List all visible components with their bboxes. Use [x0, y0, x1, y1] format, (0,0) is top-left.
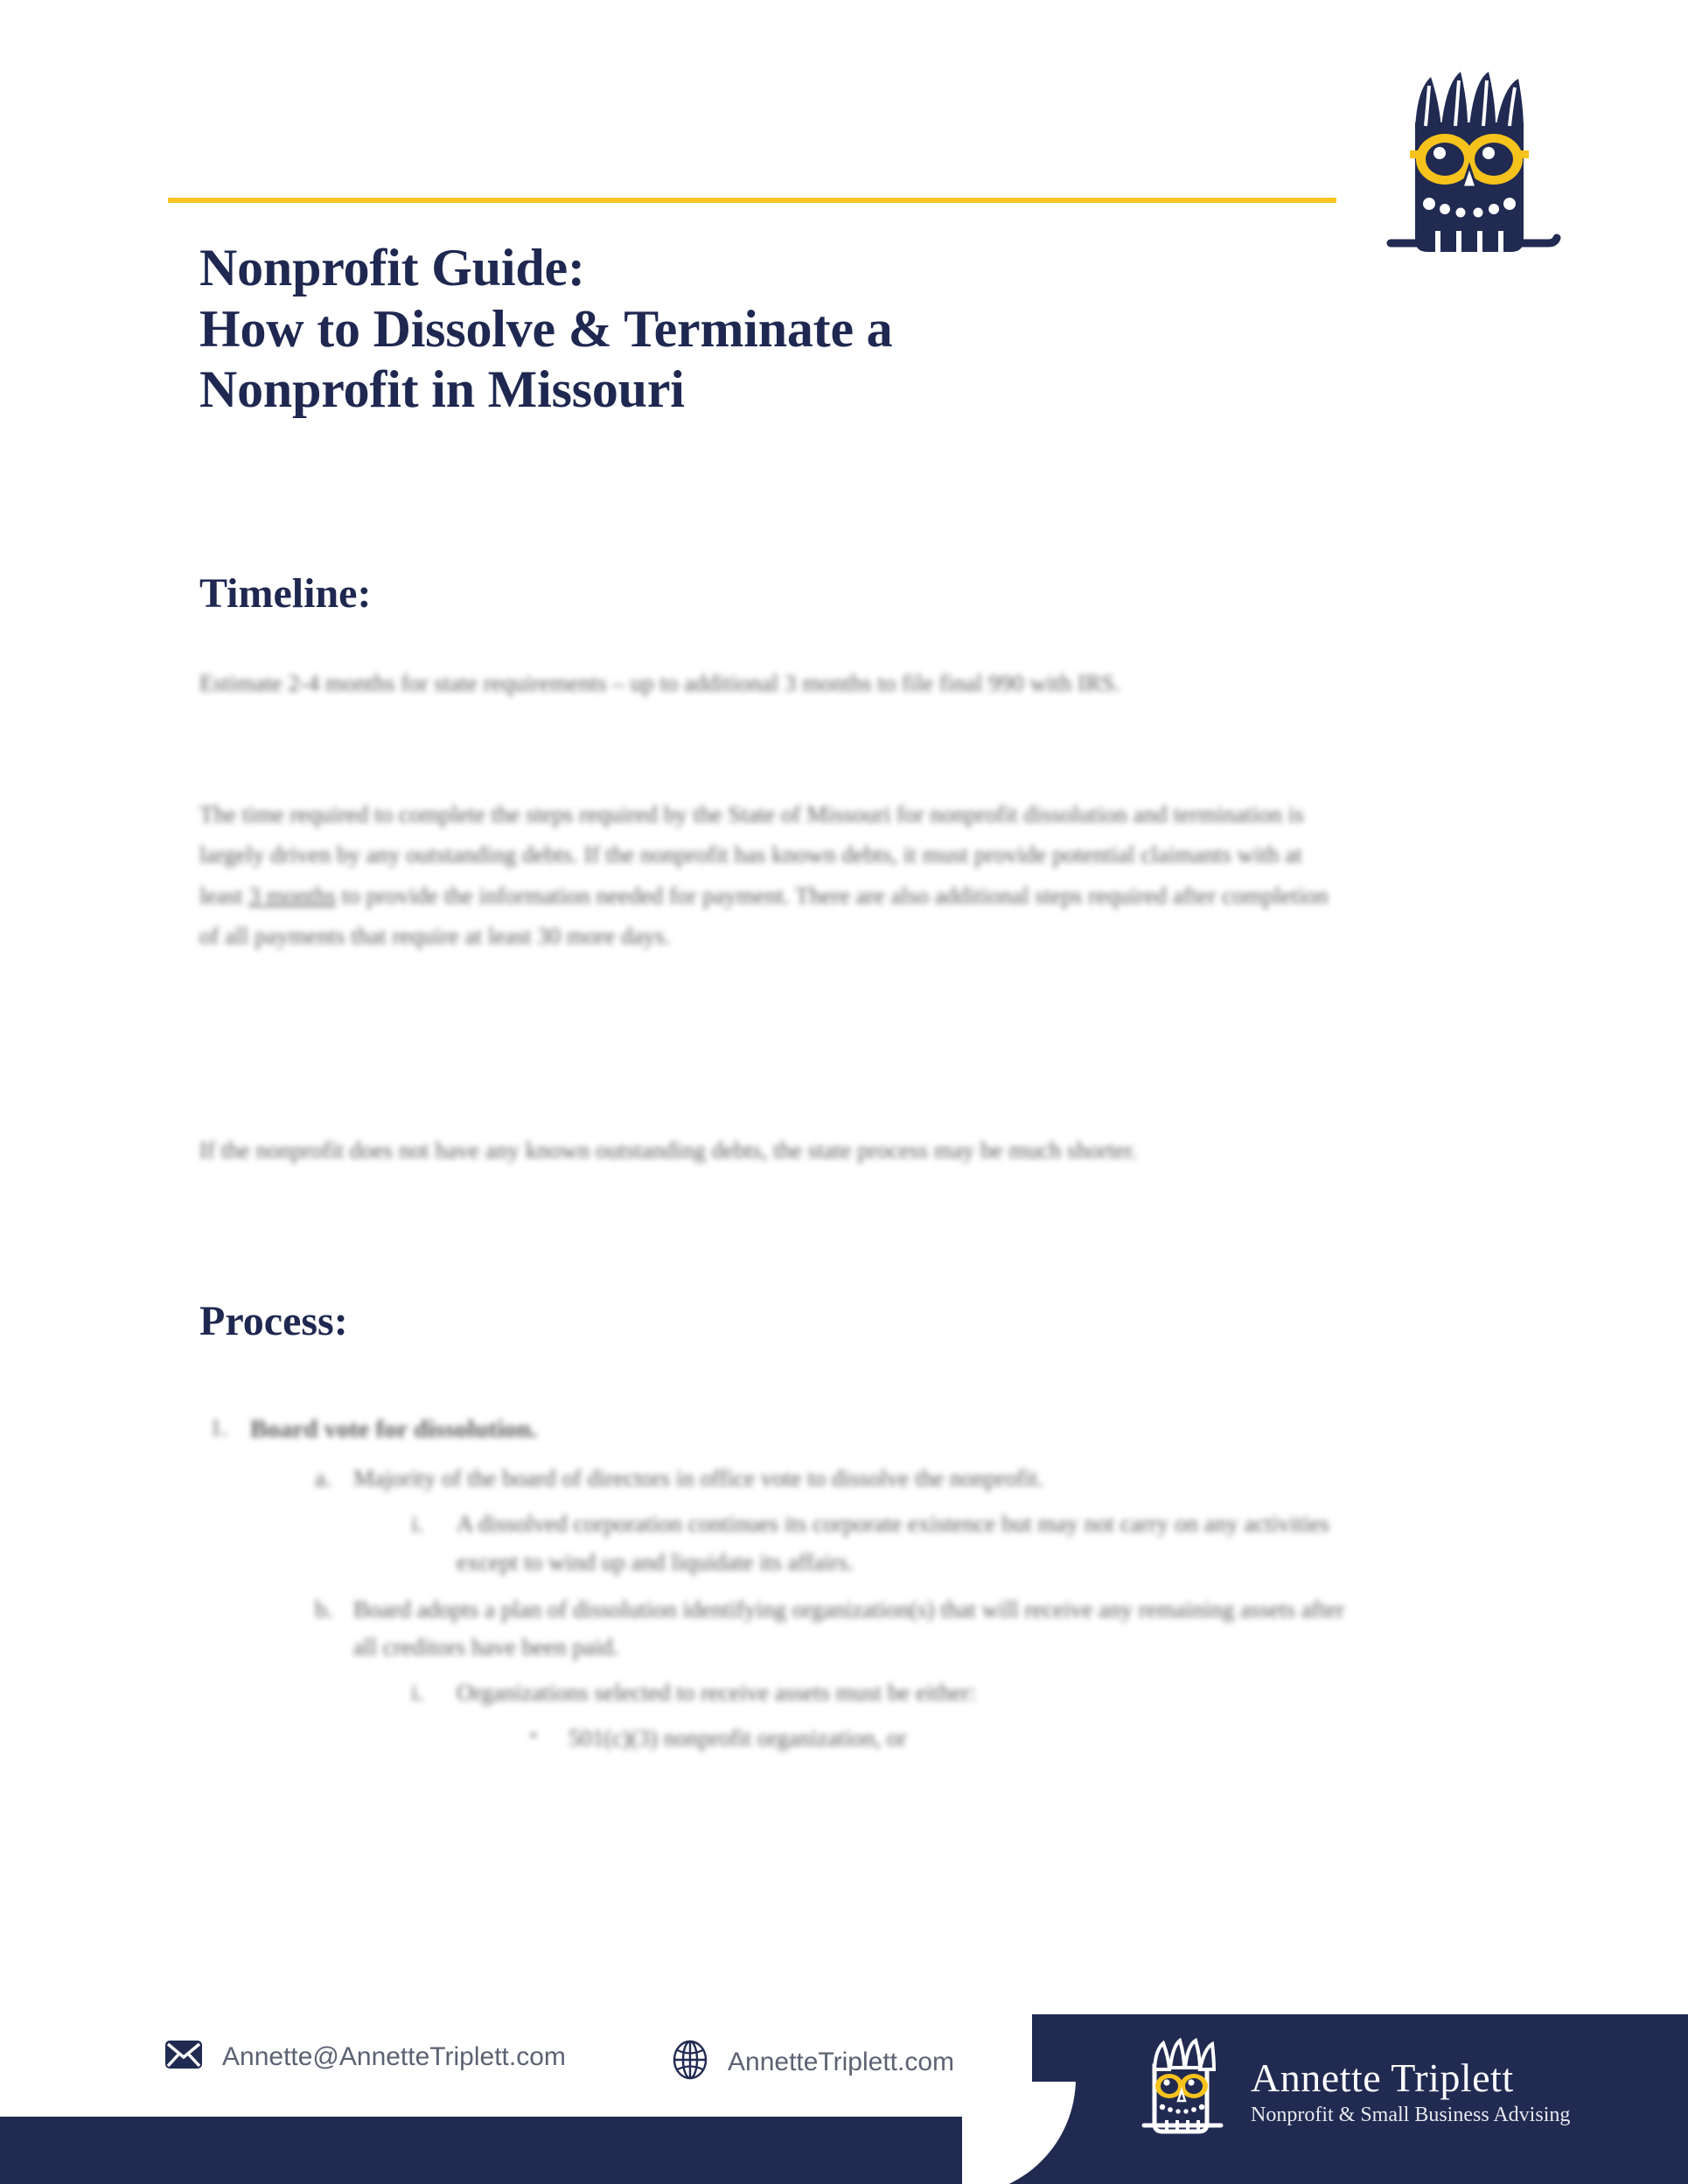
title-line-3: Nonprofit in Missouri	[199, 360, 685, 419]
page-title	[199, 238, 1249, 421]
process-list	[199, 1408, 1371, 1757]
list-marker: 1.	[210, 1414, 228, 1441]
globe-icon	[672, 2040, 708, 2084]
list-item-text: Board adopts a plan of dissolution identifying organization(s) that will receive any remaining assets after all creditors have been paid.	[353, 1595, 1345, 1661]
list-item-text: 501(c)(3) nonprofit organization, or	[568, 1724, 907, 1751]
list-item	[411, 1674, 1371, 1757]
list-marker-bullet: •	[530, 1723, 537, 1746]
footer-website-text: AnnetteTriplett.com	[728, 2047, 954, 2076]
footer-website[interactable]	[672, 2040, 954, 2084]
list-item	[210, 1408, 1371, 1757]
list-marker: a.	[315, 1465, 331, 1492]
timeline-paragraph-2: The time required to complete the steps required by the State of Missouri for nonprofit dissolution and termination is largely driven by any outstanding debts. If the nonprofit has known debts, it must provide potential claimants with at least 3 months to provide the information needed for payment. There are also additional steps required after completion of all payments that require at least 30 more days.	[199, 801, 1329, 950]
owl-logo-icon	[1130, 2038, 1228, 2146]
underlined-phrase: 3 months	[248, 882, 336, 909]
timeline-paragraph-1: Estimate 2-4 months for state requirements – up to additional 3 months to file final 990 with IRS.	[199, 670, 1120, 696]
header-divider-rule	[168, 198, 1336, 203]
list-item-text: Organizations selected to receive assets must be either:	[457, 1678, 977, 1706]
list-item	[315, 1591, 1371, 1758]
footer-email[interactable]	[164, 2040, 566, 2074]
timeline-paragraph-3: If the nonprofit does not have any known outstanding debts, the state process may be much shorter.	[199, 1137, 1138, 1163]
list-item	[411, 1505, 1371, 1581]
footer-brand-text	[1251, 2056, 1570, 2126]
list-marker: b.	[315, 1595, 333, 1622]
list-marker: i.	[411, 1511, 424, 1538]
envelope-icon	[164, 2040, 203, 2074]
title-line-2: How to Dissolve & Terminate a	[199, 299, 893, 358]
list-marker: i.	[411, 1678, 424, 1706]
footer-curve-decoration	[962, 2082, 1076, 2184]
owl-logo-icon	[1364, 68, 1574, 269]
section-heading-timeline: Timeline:	[199, 570, 372, 617]
list-item	[315, 1460, 1371, 1581]
list-item-text: A dissolved corporation continues its corporate existence but may not carry on any activities except to wind up and liquidate its affairs.	[457, 1511, 1329, 1575]
footer-email-text: Annette@AnnetteTriplett.com	[222, 2041, 566, 2071]
section-heading-process: Process:	[199, 1298, 348, 1344]
list-item-text: Majority of the board of directors in office vote to dissolve the nonprofit.	[353, 1465, 1044, 1492]
list-item	[530, 1720, 1371, 1758]
footer-brand-tagline: Nonprofit & Small Business Advising	[1251, 2104, 1571, 2127]
footer-brand	[1130, 2038, 1570, 2146]
list-item-text: Board vote for dissolution.	[250, 1415, 538, 1443]
title-line-1: Nonprofit Guide:	[199, 239, 585, 297]
footer-brand-name: Annette Triplett	[1251, 2055, 1514, 2101]
